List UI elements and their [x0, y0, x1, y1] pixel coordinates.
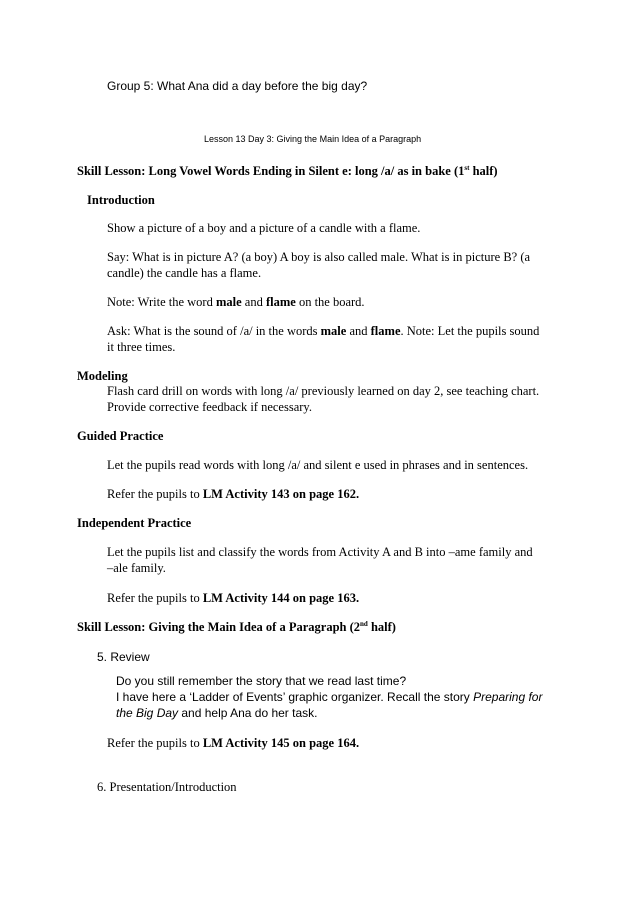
- review-story-title-part1: Preparing for: [473, 690, 543, 704]
- review-line1: Do you still remember the story that we read last time?: [116, 674, 407, 688]
- skill-lesson-2-heading: [77, 621, 396, 634]
- review-line3-text: and help Ana do her task.: [178, 706, 318, 720]
- skill-lesson-2-suffix: half): [367, 620, 396, 634]
- skill-lesson-2-text: Skill Lesson: Giving the Main Idea of a Paragraph (2: [77, 620, 361, 634]
- review-story-title-part2: the Big Day: [116, 706, 179, 720]
- modeling-line1: Flash card drill on words with long /a/ previously learned on day 2, see teaching chart.: [107, 384, 540, 398]
- introduction-p2-line1: Say: What is in picture A? (a boy) A boy is also called male. What is in picture B? (a: [107, 250, 531, 264]
- guided-refer-text: Refer the pupils to: [107, 487, 203, 501]
- introduction-p4-line1: [107, 325, 539, 338]
- review-line2: [116, 691, 542, 703]
- independent-practice-line1: Let the pupils list and classify the words from Activity A and B into –ame family and: [107, 545, 533, 559]
- review-line2-text: I have here a ‘Ladder of Events’ graphic organizer. Recall the story: [116, 690, 474, 704]
- review-refer-activity: LM Activity 145 on page 164.: [202, 736, 360, 750]
- introduction-p3: [107, 296, 365, 309]
- p3-male: male: [215, 295, 242, 309]
- p3-flame: flame: [265, 295, 296, 309]
- skill-lesson-1-text: Skill Lesson: Long Vowel Words Ending in Silent e: long /a/ as in bake (1: [77, 164, 465, 178]
- skill-lesson-1-suffix: half): [469, 164, 498, 178]
- guided-refer-activity: LM Activity 143 on page 162.: [202, 487, 360, 501]
- group5-line: Group 5: What Ana did a day before the big day?: [107, 79, 368, 93]
- p3-a: Note: Write the word: [107, 295, 216, 309]
- p4-a: Ask: What is the sound of /a/ in the words: [107, 324, 321, 338]
- introduction-p2-line2: candle) the candle has a flame.: [107, 266, 262, 280]
- review-line3: [116, 707, 317, 719]
- p4-e: . Note: Let the pupils sound: [400, 324, 540, 338]
- independent-refer-activity: LM Activity 144 on page 163.: [202, 591, 360, 605]
- review-heading: 5. Review: [97, 650, 150, 664]
- guided-practice-refer: [107, 488, 359, 501]
- p4-flame: flame: [370, 324, 401, 338]
- independent-practice-line2: –ale family.: [107, 561, 166, 575]
- modeling-line2: Provide corrective feedback if necessary.: [107, 400, 312, 414]
- independent-practice-heading: Independent Practice: [77, 516, 192, 530]
- guided-practice-p1: Let the pupils read words with long /a/ and silent e used in phrases and in sentences.: [107, 458, 529, 472]
- introduction-p4-line2: it three times.: [107, 340, 176, 354]
- p4-c: and: [346, 324, 371, 338]
- skill-lesson-1-sup: st: [464, 163, 470, 172]
- independent-practice-refer: [107, 592, 359, 605]
- lesson-title: Lesson 13 Day 3: Giving the Main Idea of a Paragraph: [204, 134, 422, 144]
- introduction-p1: Show a picture of a boy and a picture of a candle with a flame.: [107, 221, 421, 235]
- introduction-heading: Introduction: [87, 193, 155, 207]
- p3-c: and: [241, 295, 266, 309]
- presentation-heading: 6. Presentation/Introduction: [97, 780, 237, 794]
- guided-practice-heading: Guided Practice: [77, 429, 164, 443]
- skill-lesson-1-heading: [77, 165, 498, 178]
- review-refer-text: Refer the pupils to: [107, 736, 203, 750]
- modeling-heading: Modeling: [77, 369, 128, 383]
- p3-e: on the board.: [295, 295, 365, 309]
- review-refer: [107, 737, 359, 750]
- independent-refer-text: Refer the pupils to: [107, 591, 203, 605]
- p4-male: male: [320, 324, 347, 338]
- skill-lesson-2-sup: nd: [360, 619, 368, 628]
